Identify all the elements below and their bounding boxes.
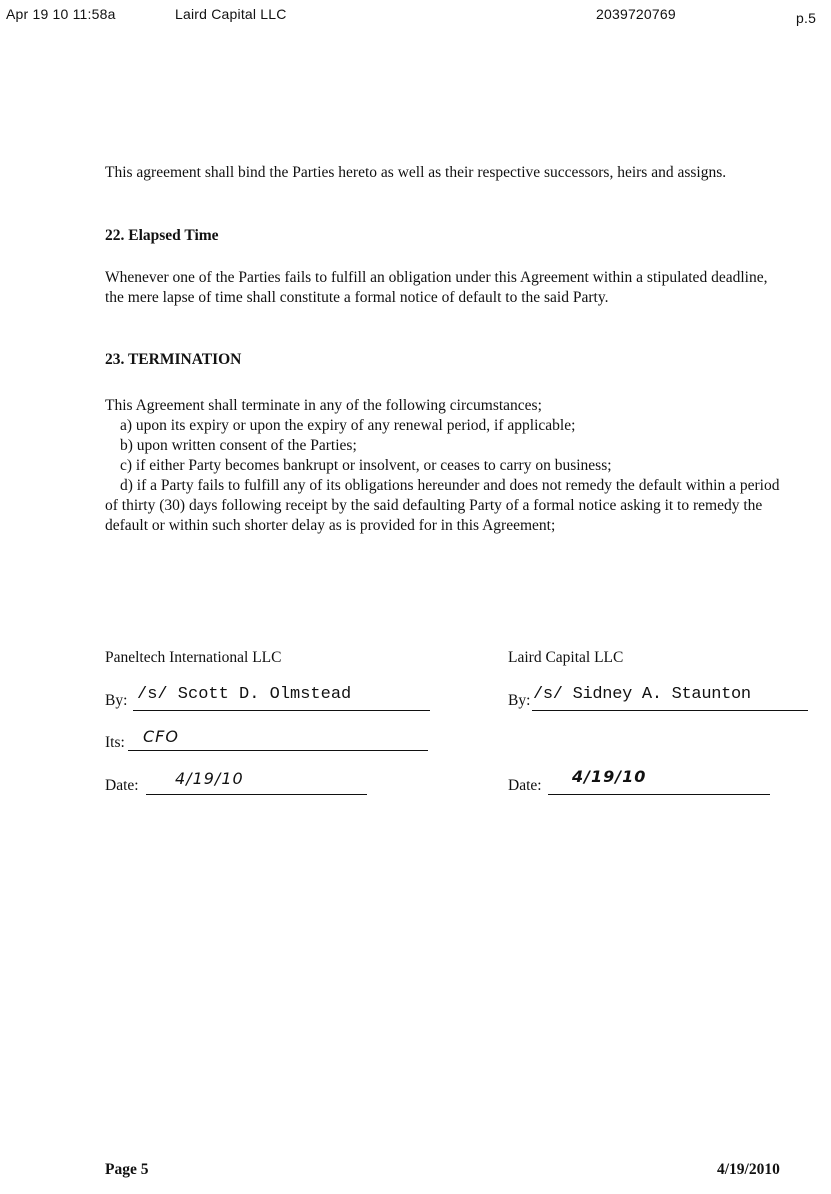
left-by-signature: /s/ Scott D. Olmstead xyxy=(137,685,352,704)
left-company: Paneltech International LLC xyxy=(105,649,282,666)
termination-item-a: a) upon its expiry or upon the expiry of any renewal period, if applicable; xyxy=(120,417,576,434)
left-date-line xyxy=(146,794,367,795)
section-22-heading: 22. Elapsed Time xyxy=(105,227,219,244)
termination-item-b: b) upon written consent of the Parties; xyxy=(120,437,357,454)
section-23-intro: This Agreement shall terminate in any of the following circumstances; xyxy=(105,397,542,414)
fax-sender: Laird Capital LLC xyxy=(175,6,287,22)
fax-datetime: Apr 19 10 11:58a xyxy=(6,6,116,22)
right-date-value: 4/19/10 xyxy=(572,767,647,786)
footer-date: 4/19/2010 xyxy=(717,1161,780,1178)
right-by-label: By: xyxy=(508,692,531,709)
right-company: Laird Capital LLC xyxy=(508,649,624,666)
fax-phone: 2039720769 xyxy=(596,6,676,22)
left-by-line xyxy=(133,710,430,711)
termination-item-d: d) if a Party fails to fulfill any of its obligations hereunder and does not remedy the default within a period of thirty (30) days following receipt by the said defaulting Party of a formal notice asking it to remedy the default or within such shorter delay as is provided for in this Agreement; xyxy=(105,477,780,534)
section-22-body: Whenever one of the Parties fails to fulfill an obligation under this Agreement within a stipulated deadline, the mere lapse of time shall constitute a formal notice of default to the said Party. xyxy=(105,269,768,306)
left-its-value: CFO xyxy=(143,727,179,746)
left-its-line xyxy=(128,750,428,751)
intro-paragraph: This agreement shall bind the Parties hereto as well as their respective successors, heirs and assigns. xyxy=(105,164,727,181)
right-date-line xyxy=(548,794,770,795)
left-date-label: Date: xyxy=(105,777,139,794)
left-its-label: Its: xyxy=(105,734,125,751)
footer-page-label: Page 5 xyxy=(105,1161,149,1178)
right-by-signature: /s/ Sidney A. Staunton xyxy=(533,685,751,704)
section-23-heading: 23. TERMINATION xyxy=(105,351,242,368)
fax-page: p.5 xyxy=(796,10,817,26)
left-date-value: 4/19/10 xyxy=(175,769,244,788)
right-date-label: Date: xyxy=(508,777,542,794)
left-by-label: By: xyxy=(105,692,128,709)
right-by-line xyxy=(532,710,808,711)
termination-item-c: c) if either Party becomes bankrupt or insolvent, or ceases to carry on business; xyxy=(120,457,612,474)
